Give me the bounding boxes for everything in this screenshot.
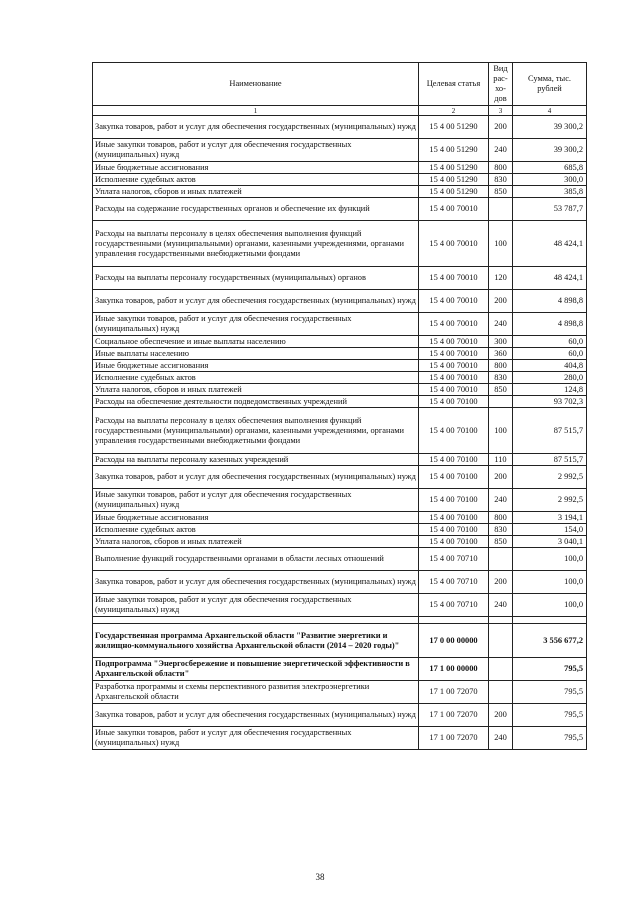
row-code-cell: 15 4 00 51290 [419, 186, 489, 198]
row-name-cell: Исполнение судебных актов [93, 372, 419, 384]
row-sum-cell: 53 787,7 [513, 198, 587, 221]
row-sum-cell: 3 040,1 [513, 536, 587, 548]
table-row [93, 571, 587, 594]
row-code-cell: 15 4 00 70710 [419, 594, 489, 617]
row-code-cell: 15 4 00 70100 [419, 396, 489, 408]
row-code-cell: 15 4 00 70100 [419, 524, 489, 536]
table-row [93, 221, 587, 267]
row-code-cell: 15 4 00 70100 [419, 536, 489, 548]
row-code-cell: 15 4 00 51290 [419, 174, 489, 186]
row-code-cell: 15 4 00 51290 [419, 162, 489, 174]
row-name-cell: Уплата налогов, сборов и иных платежей [93, 536, 419, 548]
row-sum-cell: 39 300,2 [513, 116, 587, 139]
row-vid-cell: 850 [489, 536, 513, 548]
row-code-cell: 17 1 00 00000 [419, 658, 489, 681]
row-sum-cell: 685,8 [513, 162, 587, 174]
table-index-row [93, 106, 587, 116]
row-code-cell: 15 4 00 70010 [419, 267, 489, 290]
table-row [93, 360, 587, 372]
row-name-cell: Исполнение судебных актов [93, 524, 419, 536]
row-sum-cell: 795,5 [513, 727, 587, 750]
row-sum-cell: 124,8 [513, 384, 587, 396]
row-vid-cell [489, 548, 513, 571]
row-vid-cell: 240 [489, 489, 513, 512]
table-row [93, 174, 587, 186]
row-name-cell: Подпрограмма "Энергосбережение и повышение энергетической эффективности в Архангельской области" [93, 658, 419, 681]
row-code-cell: 15 4 00 70100 [419, 466, 489, 489]
table-row [93, 489, 587, 512]
table-row [93, 536, 587, 548]
table-row [93, 704, 587, 727]
table-row [93, 336, 587, 348]
header-vid: Вид рас-хо-дов [489, 63, 513, 106]
row-vid-cell [489, 624, 513, 658]
row-code-cell: 15 4 00 70010 [419, 290, 489, 313]
row-vid-cell: 200 [489, 704, 513, 727]
row-code-cell: 15 4 00 70100 [419, 408, 489, 454]
row-code-cell: 15 4 00 70010 [419, 198, 489, 221]
table-row [93, 624, 587, 658]
row-vid-cell: 800 [489, 512, 513, 524]
header-sum: Сумма, тыс. рублей [513, 63, 587, 106]
row-name-cell: Иные бюджетные ассигнования [93, 512, 419, 524]
row-code-cell: 15 4 00 70010 [419, 313, 489, 336]
row-sum-cell: 100,0 [513, 548, 587, 571]
row-vid-cell: 120 [489, 267, 513, 290]
row-sum-cell: 2 992,5 [513, 489, 587, 512]
table-row [93, 681, 587, 704]
row-sum-cell: 60,0 [513, 336, 587, 348]
row-name-cell: Иные бюджетные ассигнования [93, 162, 419, 174]
row-name-cell: Расходы на содержание государственных органов и обеспечение их функций [93, 198, 419, 221]
table-row [93, 658, 587, 681]
header-index-3: 3 [489, 106, 513, 116]
row-sum-cell: 39 300,2 [513, 139, 587, 162]
row-vid-cell: 850 [489, 384, 513, 396]
table-row [93, 466, 587, 489]
row-code-cell: 15 4 00 70010 [419, 348, 489, 360]
row-code-cell [419, 617, 489, 624]
row-vid-cell [489, 658, 513, 681]
row-vid-cell: 830 [489, 174, 513, 186]
page-number: 38 [315, 872, 325, 882]
row-sum-cell: 4 898,8 [513, 313, 587, 336]
row-code-cell: 17 1 00 72070 [419, 727, 489, 750]
row-name-cell: Расходы на выплаты персоналу в целях обеспечения выполнения функций государственными (муниципальными) органами, казенными учреждениями, органами управления государственными внебюджетными фондами [93, 221, 419, 267]
row-sum-cell: 87 515,7 [513, 454, 587, 466]
row-sum-cell: 385,8 [513, 186, 587, 198]
row-name-cell: Разработка программы и схемы перспективного развития электроэнергетики Архангельской области [93, 681, 419, 704]
header-index-1: 1 [93, 106, 419, 116]
header-name: Наименование [93, 63, 419, 106]
row-sum-cell: 3 556 677,2 [513, 624, 587, 658]
table-row [93, 396, 587, 408]
row-code-cell: 15 4 00 51290 [419, 116, 489, 139]
row-code-cell: 15 4 00 70710 [419, 571, 489, 594]
row-code-cell: 15 4 00 70100 [419, 454, 489, 466]
row-vid-cell: 200 [489, 466, 513, 489]
table-row [93, 524, 587, 536]
row-name-cell: Иные бюджетные ассигнования [93, 360, 419, 372]
row-sum-cell: 795,5 [513, 658, 587, 681]
table-row [93, 512, 587, 524]
table-row [93, 198, 587, 221]
row-name-cell: Иные закупки товаров, работ и услуг для обеспечения государственных (муниципальных) нужд [93, 489, 419, 512]
row-name-cell: Расходы на выплаты персоналу в целях обеспечения выполнения функций государственными (муниципальными) органами, казенными учреждениями, органами управления государственными внебюджетными фондами [93, 408, 419, 454]
row-sum-cell: 300,0 [513, 174, 587, 186]
row-name-cell: Расходы на выплаты персоналу государственных (муниципальных) органов [93, 267, 419, 290]
table-row [93, 313, 587, 336]
row-vid-cell: 100 [489, 408, 513, 454]
row-sum-cell: 48 424,1 [513, 267, 587, 290]
row-name-cell: Иные закупки товаров, работ и услуг для обеспечения государственных (муниципальных) нужд [93, 727, 419, 750]
row-vid-cell: 240 [489, 313, 513, 336]
row-vid-cell: 110 [489, 454, 513, 466]
table-row [93, 290, 587, 313]
row-sum-cell: 93 702,3 [513, 396, 587, 408]
budget-table [92, 62, 587, 750]
row-vid-cell: 800 [489, 360, 513, 372]
row-vid-cell: 300 [489, 336, 513, 348]
row-code-cell: 15 4 00 70710 [419, 548, 489, 571]
table-row [93, 408, 587, 454]
row-name-cell: Иные выплаты населению [93, 348, 419, 360]
table-row [93, 727, 587, 750]
row-code-cell: 15 4 00 70010 [419, 336, 489, 348]
row-code-cell: 15 4 00 70010 [419, 372, 489, 384]
row-vid-cell: 240 [489, 594, 513, 617]
row-name-cell: Закупка товаров, работ и услуг для обеспечения государственных (муниципальных) нужд [93, 290, 419, 313]
row-vid-cell [489, 681, 513, 704]
row-vid-cell [489, 617, 513, 624]
header-index-4: 4 [513, 106, 587, 116]
table-row [93, 348, 587, 360]
row-name-cell: Расходы на обеспечение деятельности подведомственных учреждений [93, 396, 419, 408]
row-sum-cell: 100,0 [513, 571, 587, 594]
row-vid-cell: 240 [489, 139, 513, 162]
row-code-cell: 15 4 00 70010 [419, 221, 489, 267]
table-row [93, 548, 587, 571]
row-vid-cell [489, 198, 513, 221]
row-code-cell: 15 4 00 70010 [419, 384, 489, 396]
table-row [93, 267, 587, 290]
row-code-cell: 15 4 00 70010 [419, 360, 489, 372]
header-index-2: 2 [419, 106, 489, 116]
row-name-cell: Расходы на выплаты персоналу казенных учреждений [93, 454, 419, 466]
row-vid-cell: 830 [489, 372, 513, 384]
row-sum-cell: 3 194,1 [513, 512, 587, 524]
row-name-cell: Закупка товаров, работ и услуг для обеспечения государственных (муниципальных) нужд [93, 466, 419, 489]
table-row [93, 617, 587, 624]
table-row [93, 162, 587, 174]
table-header-row [93, 63, 587, 106]
row-name-cell [93, 617, 419, 624]
row-name-cell: Закупка товаров, работ и услуг для обеспечения государственных (муниципальных) нужд [93, 704, 419, 727]
row-code-cell: 17 1 00 72070 [419, 681, 489, 704]
row-vid-cell: 200 [489, 290, 513, 313]
table-row [93, 594, 587, 617]
row-vid-cell: 240 [489, 727, 513, 750]
row-vid-cell [489, 396, 513, 408]
row-name-cell: Закупка товаров, работ и услуг для обеспечения государственных (муниципальных) нужд [93, 116, 419, 139]
row-code-cell: 15 4 00 70100 [419, 512, 489, 524]
row-name-cell: Уплата налогов, сборов и иных платежей [93, 186, 419, 198]
row-vid-cell: 360 [489, 348, 513, 360]
row-code-cell: 15 4 00 51290 [419, 139, 489, 162]
row-sum-cell: 100,0 [513, 594, 587, 617]
row-name-cell: Государственная программа Архангельской области "Развитие энергетики и жилищно-коммунального хозяйства Архангельской области (2014 – 2020 годы)" [93, 624, 419, 658]
table-row [93, 372, 587, 384]
row-name-cell: Уплата налогов, сборов и иных платежей [93, 384, 419, 396]
table-row [93, 139, 587, 162]
table-row [93, 116, 587, 139]
row-sum-cell: 154,0 [513, 524, 587, 536]
row-code-cell: 15 4 00 70100 [419, 489, 489, 512]
row-vid-cell: 100 [489, 221, 513, 267]
row-vid-cell: 200 [489, 116, 513, 139]
row-sum-cell: 795,5 [513, 681, 587, 704]
row-name-cell: Социальное обеспечение и иные выплаты населению [93, 336, 419, 348]
budget-table-page [92, 62, 586, 750]
row-code-cell: 17 0 00 00000 [419, 624, 489, 658]
row-sum-cell: 60,0 [513, 348, 587, 360]
row-sum-cell: 4 898,8 [513, 290, 587, 313]
row-sum-cell: 795,5 [513, 704, 587, 727]
row-vid-cell: 830 [489, 524, 513, 536]
row-name-cell: Закупка товаров, работ и услуг для обеспечения государственных (муниципальных) нужд [93, 571, 419, 594]
row-name-cell: Выполнение функций государственными органами в области лесных отношений [93, 548, 419, 571]
row-sum-cell: 87 515,7 [513, 408, 587, 454]
row-sum-cell: 2 992,5 [513, 466, 587, 489]
row-vid-cell: 200 [489, 571, 513, 594]
row-name-cell: Иные закупки товаров, работ и услуг для обеспечения государственных (муниципальных) нужд [93, 313, 419, 336]
row-name-cell: Иные закупки товаров, работ и услуг для обеспечения государственных (муниципальных) нужд [93, 594, 419, 617]
row-vid-cell: 850 [489, 186, 513, 198]
table-row [93, 186, 587, 198]
row-sum-cell [513, 617, 587, 624]
row-vid-cell: 800 [489, 162, 513, 174]
header-code: Целевая статья [419, 63, 489, 106]
row-sum-cell: 280,0 [513, 372, 587, 384]
table-row [93, 384, 587, 396]
row-name-cell: Исполнение судебных актов [93, 174, 419, 186]
table-row [93, 454, 587, 466]
row-sum-cell: 404,8 [513, 360, 587, 372]
row-name-cell: Иные закупки товаров, работ и услуг для обеспечения государственных (муниципальных) нужд [93, 139, 419, 162]
row-code-cell: 17 1 00 72070 [419, 704, 489, 727]
row-sum-cell: 48 424,1 [513, 221, 587, 267]
